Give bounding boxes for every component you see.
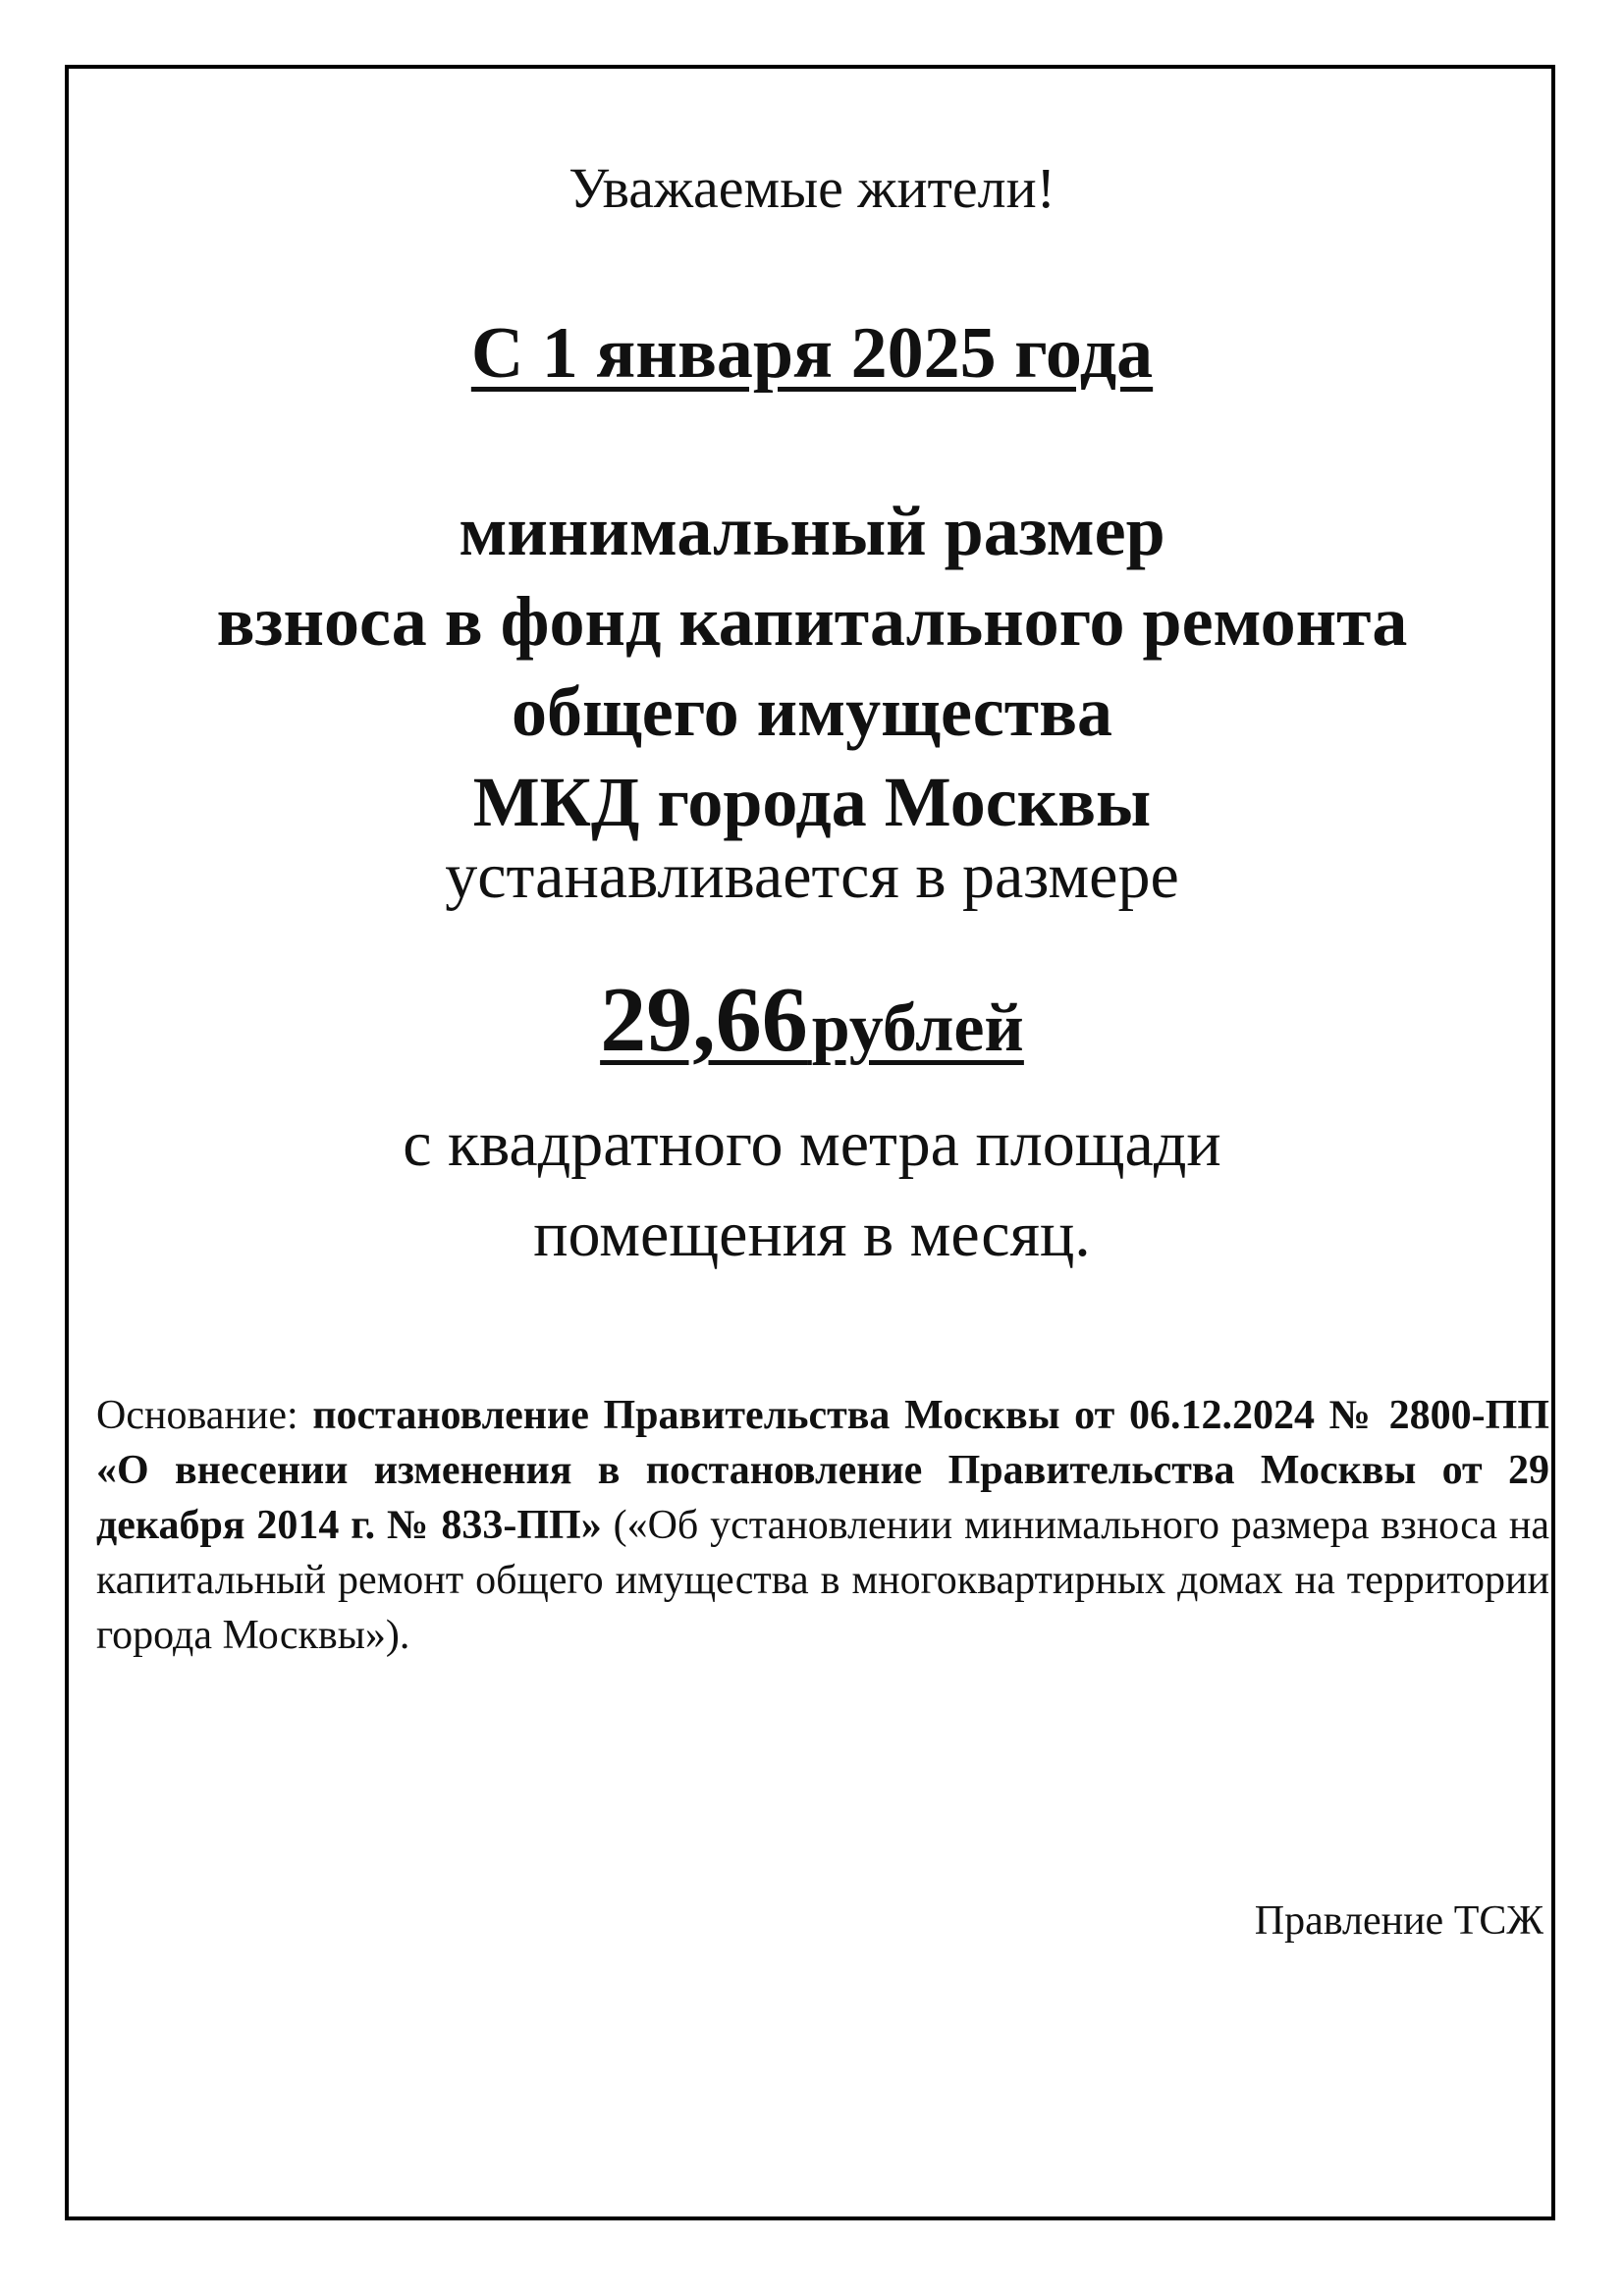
established-text: устанавливается в размере xyxy=(445,840,1179,912)
effective-date xyxy=(0,312,1624,396)
headline-line-1: минимальный размер xyxy=(459,492,1165,570)
amount xyxy=(0,967,1624,1073)
per-unit-line-1: с квадратного метра площади xyxy=(403,1108,1221,1180)
amount-unit: рублей xyxy=(811,990,1024,1066)
headline xyxy=(0,486,1624,847)
amount-value: 29,66 xyxy=(600,969,808,1071)
basis-label: Основание: xyxy=(96,1393,298,1438)
greeting: Уважаемые жители! xyxy=(568,156,1056,220)
basis-document-title: («Об установлении минимального размера взноса на капитальный ремонт общего имущества в многоквартирных домах на территории города Москвы»). xyxy=(96,1503,1550,1658)
signature: Правление ТСЖ xyxy=(1254,1898,1543,1944)
basis-document: постановление Правительства Москвы от 06.12.2024 № 2800-ПП «О внесении изменения в постановление Правительства Москвы от 29 декабря 2014 г. № 833-ПП» xyxy=(96,1393,1549,1548)
headline-line-2: взноса в фонд капитального ремонта xyxy=(216,582,1408,661)
per-unit-line-2: помещения в месяц. xyxy=(533,1199,1091,1270)
per-unit-text xyxy=(0,1099,1624,1280)
amount-underlined xyxy=(600,969,1024,1071)
legal-basis xyxy=(96,1388,1549,1663)
headline-line-4: МКД города Москвы xyxy=(472,763,1152,841)
effective-date-text: С 1 января 2025 года xyxy=(470,313,1154,394)
headline-line-3: общего имущества xyxy=(512,672,1112,751)
